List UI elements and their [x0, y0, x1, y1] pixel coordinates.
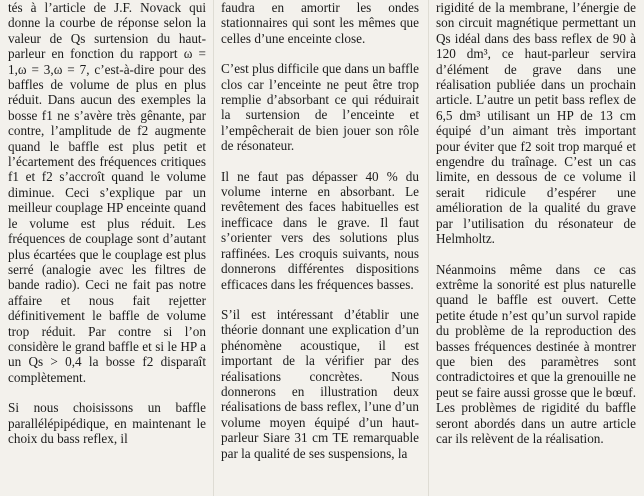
- paragraph: rigidité de la membrane, l’énergie de son circuit magnétique permettant un Qs idéal dans des bass reflex de 90 à 120 dm³, ce haut-parleur servira d’élément de grave dans une réalisation publiée dans un prochain article. L’autre un petit bass reflex de 6,5 dm³ utilisant un HP de 13 cm équipé d’un aimant très important pour éviter que f2 soit trop marqué et engendre du traînage. C’est un cas limite, en dessous de ce volume il serait ridicule d’espérer une amélioration de la qualité du grave par l’utilisation du résonateur de Helmholtz.: [436, 0, 636, 247]
- text-column-1: [8, 0, 206, 496]
- paragraph: S’il est intéressant d’établir une théorie donnant une explication d’un phénomène acoustique, il est important de la vérifier par des réalisations concrètes. Nous donnerons en illustration deux réalisations de bass reflex, l’une d’un volume moyen équipé d’un haut-parleur Siare 31 cm TE remarquable par la qualité de ses suspensions, la: [221, 306, 419, 461]
- text-column-3: [436, 0, 636, 496]
- paragraph: Il ne faut pas dépasser 40 % du volume interne en absorbant. Le revêtement des faces habituelles est inefficace dans le grave. Il faut s’orienter vers des solutions plus raffinées. Les croquis suivants, nous donnerons différentes dispositions efficaces dans les fréquences basses.: [221, 168, 419, 292]
- column-divider: [213, 0, 214, 496]
- text-column-2: [221, 0, 419, 496]
- paragraph: Si nous choisissons un baffle parallélépipédique, en maintenant le choix du bass reflex, il: [8, 400, 206, 446]
- paragraph: faudra en amortir les ondes stationnaires qui sont les mêmes que celles d’une enceinte close.: [221, 0, 419, 46]
- paragraph: C’est plus difficile que dans un baffle clos car l’enceinte ne peut être trop remplie d’absorbant ce qui réduirait la surtension de l’enceinte et l’empêcherait de bien jouer son rôle de résonateur.: [221, 61, 419, 154]
- paragraph: Néanmoins même dans ce cas extrême la sonorité est plus naturelle quand le baffle est ouvert. Cette petite étude n’est qu’un survol rapide du problème de la reproduction des basses fréquences destinée à montrer que bien des paramètres sont contradictoires et que la grenouille ne peut se faire aussi grosse que le bœuf. Les problèmes de rigidité du baffle seront abordés dans un autre article car ils relèvent de la réalisation.: [436, 261, 636, 446]
- paragraph: tés à l’article de J.F. Novack qui donne la courbe de réponse selon la valeur de Qs surtension du haut-parleur en fonction du rapport ω = 1,ω = 3,ω = 7, c’est-à-dire pour des baffles de volume de plus en plus réduit. Dans aucun des exemples la bosse f1 ne s’avère très gênante, par contre, l’amplitude de f2 augmente quand le baffle est plus petit et l’écartement des fréquences critiques f1 et f2 s’accroît quand le volume diminue. Ceci s’explique par un meilleur couplage HP enceinte quand le volume est plus réduit. Les fréquences de couplage sont d’autant plus écartées que le couplage est plus serré (analogie avec les filtres de bande radio). Ceci ne fait pas notre affaire et nous fait rejetter définitivement le baffle de volume trop réduit. Par contre si l’on considère le grand baffle et si le HP a un Qs > 0,4 la bosse f2 disparaît complètement.: [8, 0, 206, 385]
- column-divider: [428, 0, 429, 496]
